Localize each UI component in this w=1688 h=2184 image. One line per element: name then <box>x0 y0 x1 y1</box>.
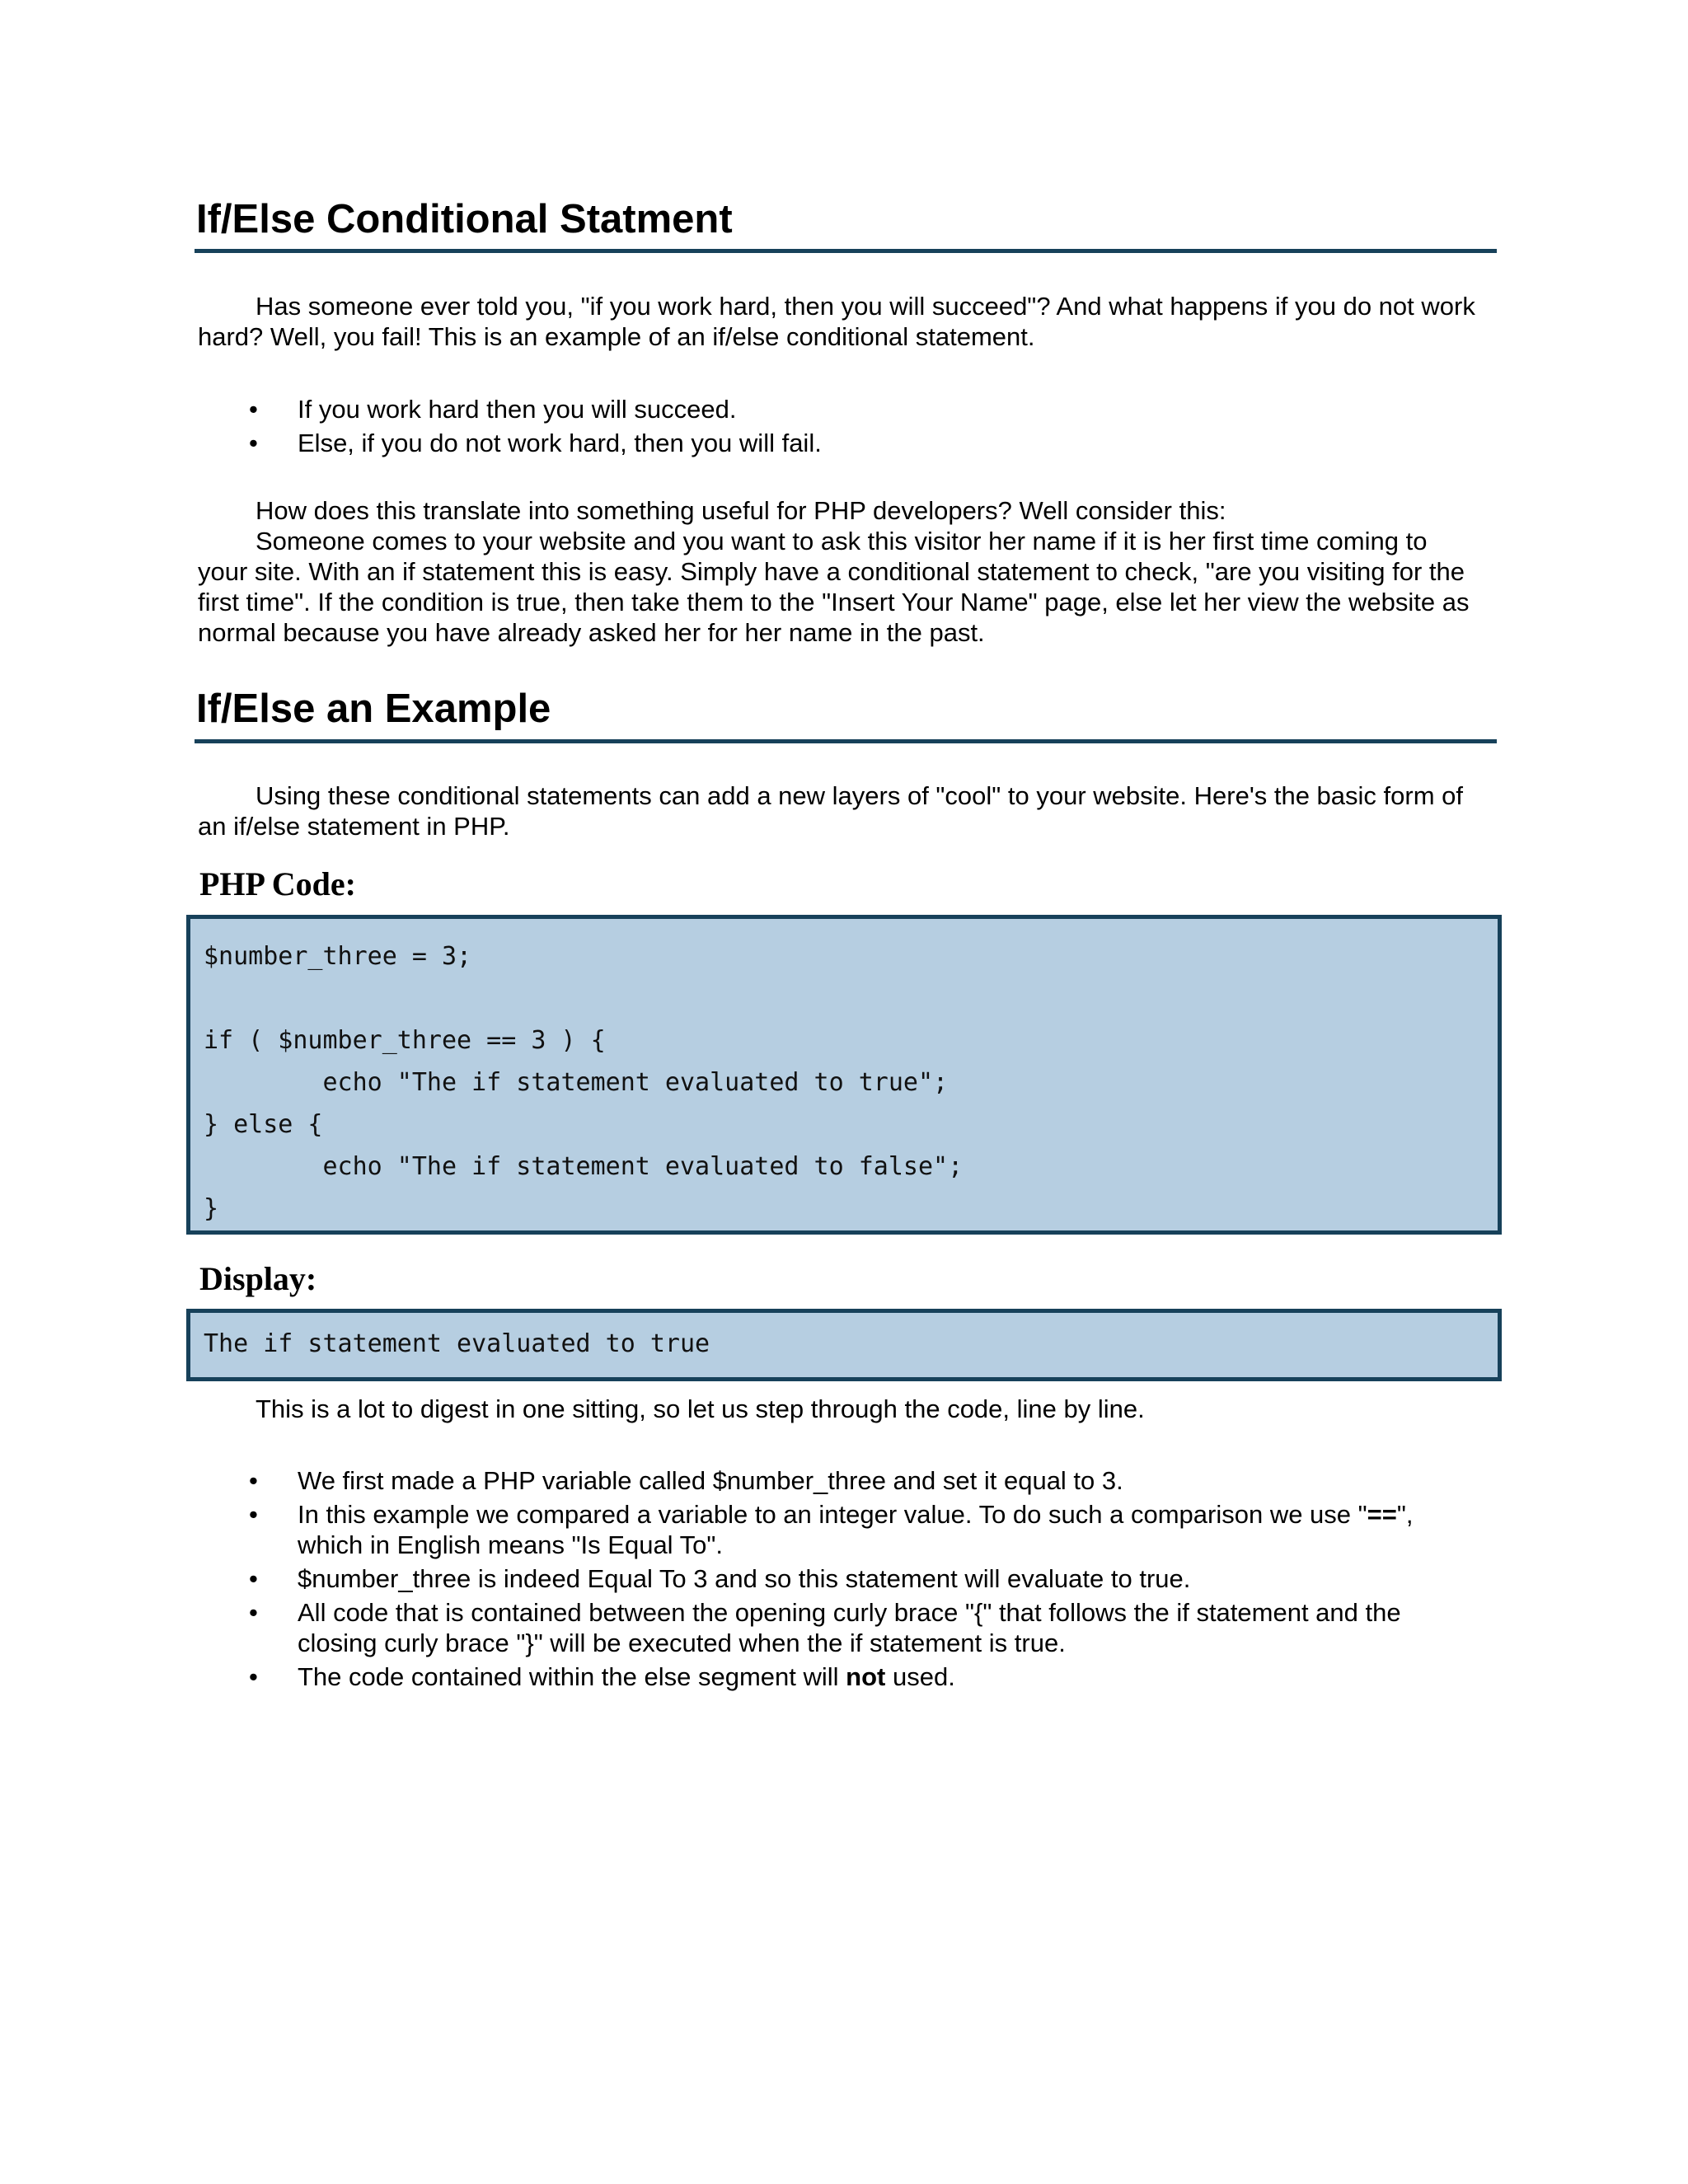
bullet-icon: • <box>249 1598 258 1627</box>
intro-paragraph: Has someone ever told you, "if you work hard, then you will succeed"? And what happens if you do not work hard? Well, you fail! This is an example of an if/else conditional statement. <box>198 292 1475 351</box>
code-heading: PHP Code: <box>199 865 356 902</box>
list-item: • The code contained within the else segment will not used. <box>249 1662 955 1691</box>
display-output-block <box>186 1309 1502 1381</box>
list-item: • All code that is contained between the opening curly brace "{" that follows the if statement and the closing curly brace "}" will be executed when the if statement is true. <box>249 1598 1401 1657</box>
summary-paragraph: This is a lot to digest in one sitting, so let us step through the code, line by line. <box>256 1394 1145 1423</box>
bullet-icon: • <box>249 429 258 457</box>
list-item: • We first made a PHP variable called $number_three and set it equal to 3. <box>249 1466 1123 1495</box>
bullet-icon: • <box>249 1564 258 1593</box>
section-divider <box>195 739 1497 743</box>
display-output: The if statement evaluated to true <box>204 1329 710 1358</box>
php-usage-line1: How does this translate into something useful for PHP developers? Well consider this: <box>256 496 1226 525</box>
bullet-icon: • <box>249 1662 258 1691</box>
list-item: • In this example we compared a variable to an integer value. To do such a comparison we use "==", which in English means "Is Equal To". <box>249 1500 1414 1559</box>
section-title-conditional: If/Else Conditional Statment <box>196 197 733 241</box>
list-item: • Else, if you do not work hard, then you will fail. <box>249 429 822 457</box>
display-heading: Display: <box>199 1260 317 1297</box>
work-hard-list <box>196 394 1482 462</box>
bullet-icon: • <box>249 1466 258 1495</box>
example-intro-paragraph: Using these conditional statements can add a new layers of "cool" to your website. Here's the basic form of an if/else statement in PHP. <box>198 781 1464 841</box>
list-item: • If you work hard then you will succeed. <box>249 395 737 424</box>
section-title-example: If/Else an Example <box>196 687 551 731</box>
section-divider <box>195 249 1497 253</box>
explanation-list <box>196 1465 1482 1695</box>
list-item: • $number_three is indeed Equal To 3 and so this statement will evaluate to true. <box>249 1564 1191 1593</box>
php-code: $number_three = 3; if ( $number_three == 3 ) { echo "The if statement evaluated to true"; } else { echo "The if statement evaluated to false"; } <box>204 942 964 1223</box>
bullet-icon: • <box>249 1500 258 1529</box>
php-code-block <box>186 915 1502 1235</box>
php-usage-paragraph <box>198 495 1484 648</box>
php-usage-body: Someone comes to your website and you want to ask this visitor her name if it is her first time coming to your site. With an if statement this is easy. Simply have a conditional statement to check, "are you visiting for the first time". If the condition is true, then take them to the "Insert Your Name" page, else let her view the website as normal because you have already asked her for her name in the past. <box>198 527 1470 647</box>
bullet-icon: • <box>249 395 258 424</box>
